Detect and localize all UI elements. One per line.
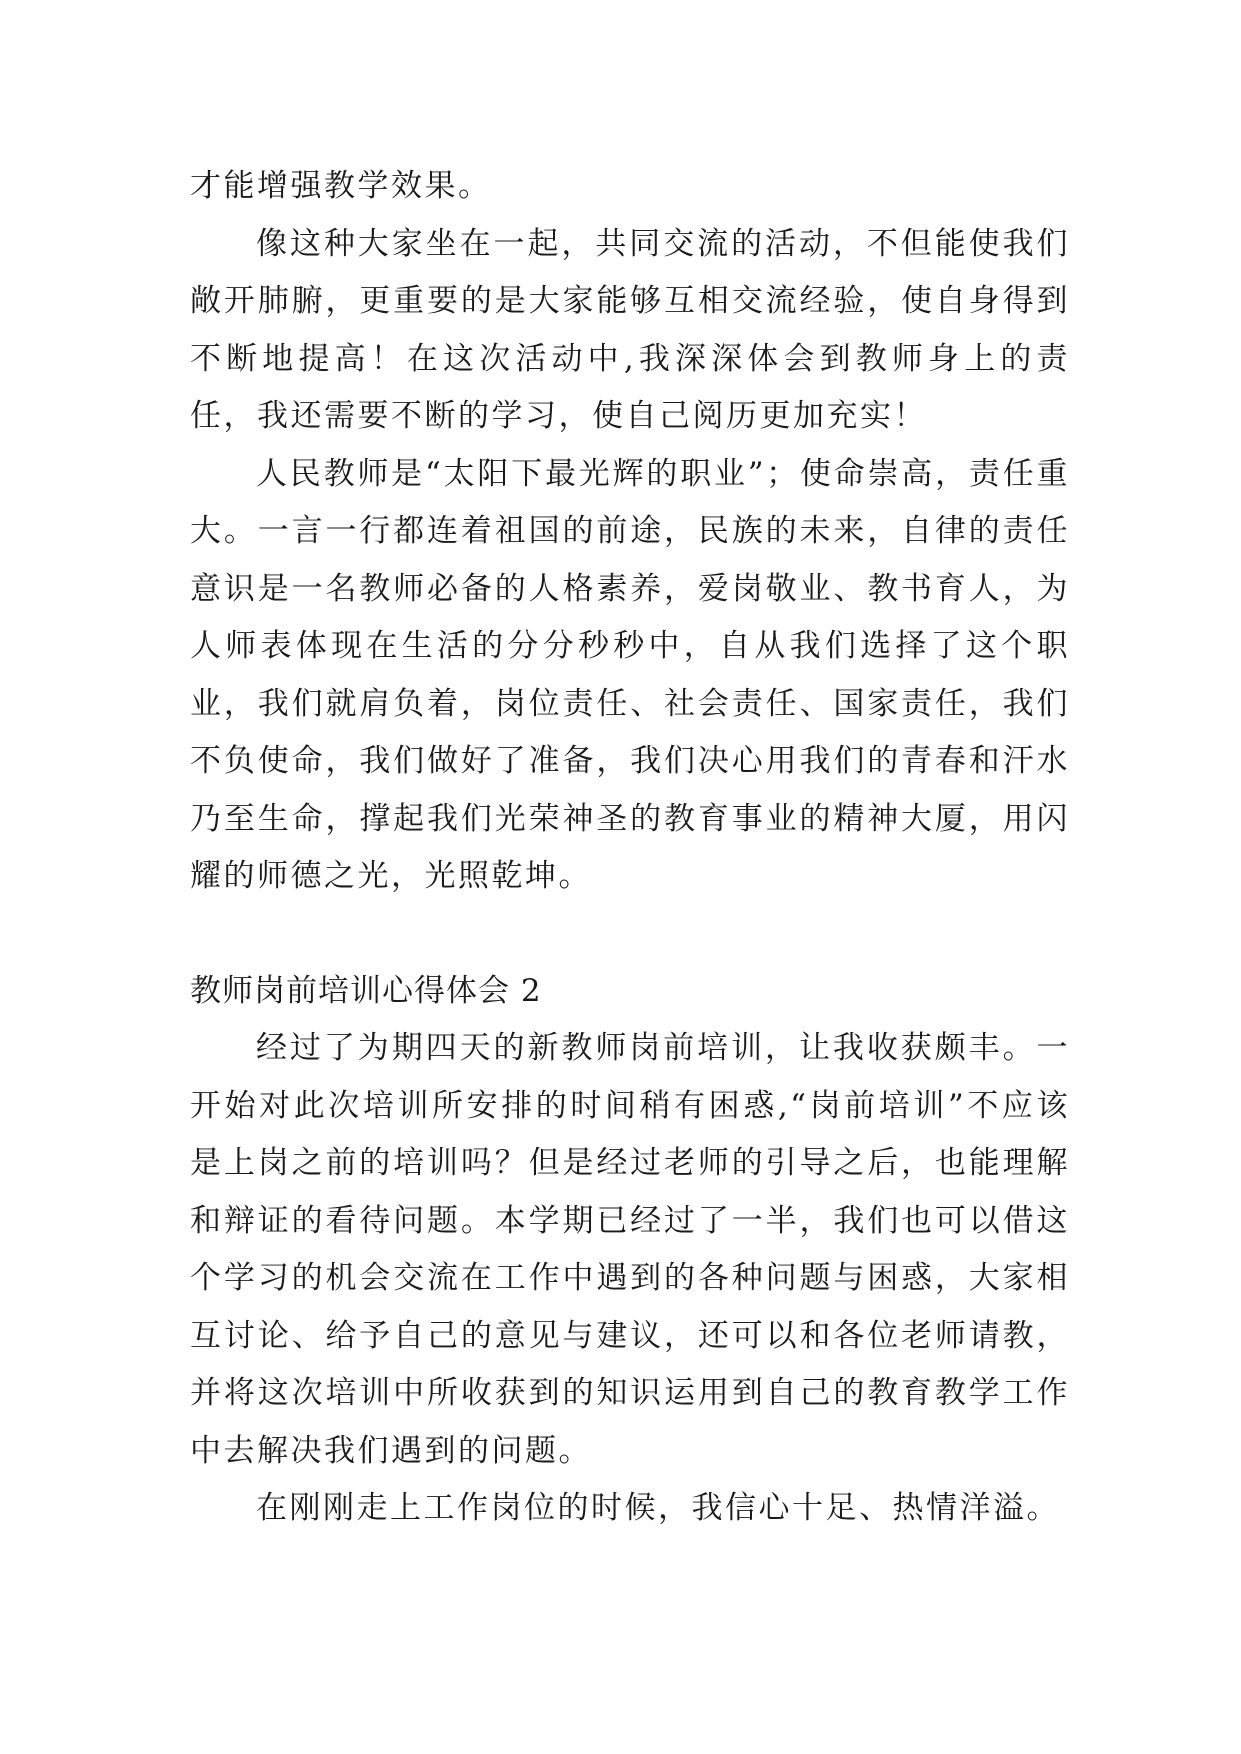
paragraph-continuation: 才能增强教学效果。 (190, 168, 492, 204)
document-body (190, 158, 1070, 1538)
paragraph-teacher-responsibility: 人民教师是“太阳下最光辉的职业”；使命崇高，责任重大。一言一行都连着祖国的前途，民族的未来，自律的责任意识是一名教师必备的人格素养，爱岗敬业、教书育人，为人师表体现在生活的分分秒秒中，自从我们选择了这个职业，我们就肩负着，岗位责任、社会责任、国家责任，我们不负使命，我们做好了准备，我们决心用我们的青春和汗水乃至生命，撑起我们光荣神圣的教育事业的精神大厦，用闪耀的师德之光，光照乾坤。 (190, 455, 1070, 894)
paragraph-exchange-activity: 像这种大家坐在一起，共同交流的活动，不但能使我们敞开肺腑，更重要的是大家能够互相交流经验，使自身得到不断地提高！在这次活动中,我深深体会到教师身上的责任，我还需要不断的学习，使自己阅历更加充实！ (190, 225, 1070, 434)
section-heading: 教师岗前培训心得体会 2 (190, 972, 542, 1009)
paragraph-first-job: 在刚刚走上工作岗位的时候，我信心十足、热情洋溢。 (256, 1490, 1060, 1526)
paragraph-training-experience: 经过了为期四天的新教师岗前培训，让我收获颇丰。一开始对此次培训所安排的时间稍有困惑,“岗前培训”不应该是上岗之前的培训吗？但是经过老师的引导之后，也能理解和辩证的看待问题。本学期已经过了一半，我们也可以借这个学习的机会交流在工作中遇到的各种问题与困惑，大家相互讨论、给予自己的意见与建议，还可以和各位老师请教，并将这次培训中所收获到的知识运用到自己的教育教学工作中去解决我们遇到的问题。 (190, 1030, 1070, 1469)
